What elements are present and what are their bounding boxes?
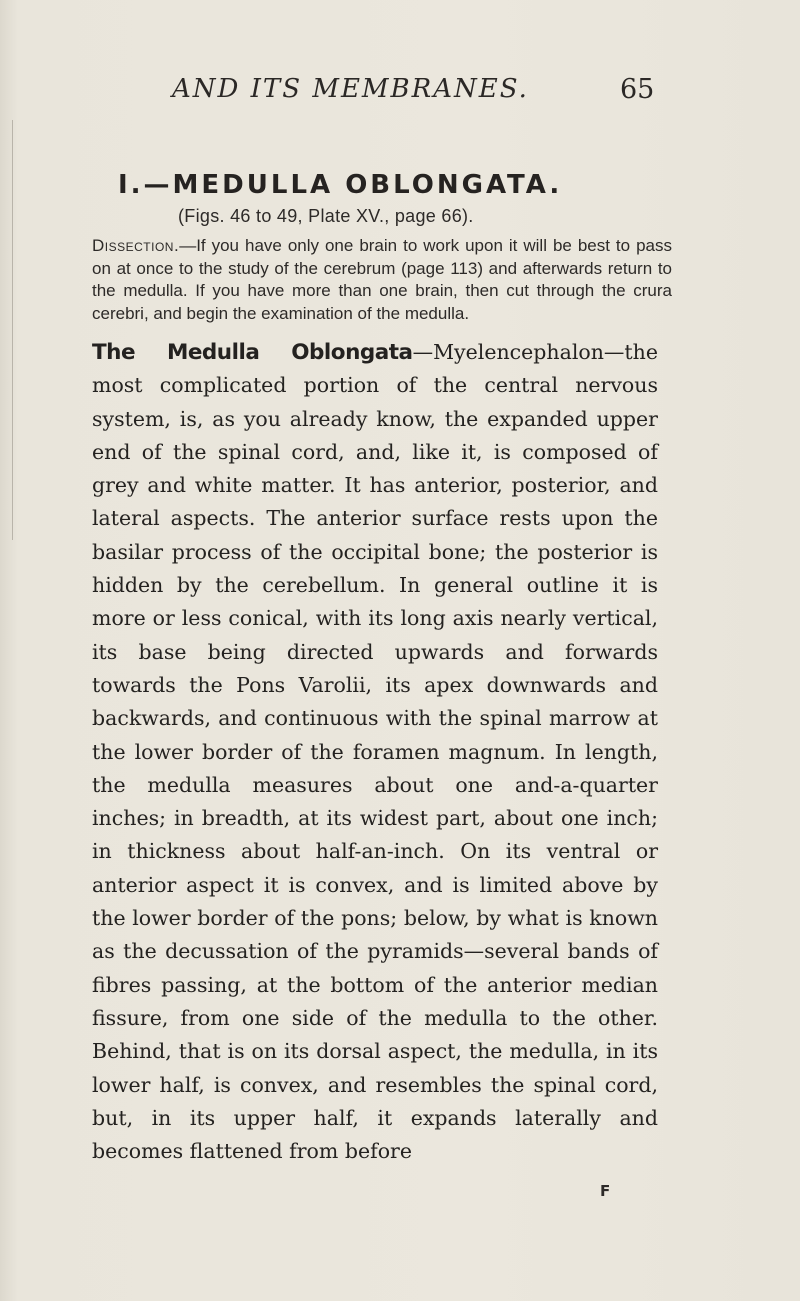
figures-reference: (Figs. 46 to 49, Plate XV., page 66). <box>178 206 474 226</box>
dissection-label: Dissection. <box>92 236 180 255</box>
section-title: I.—MEDULLA OBLONGATA. <box>118 170 563 200</box>
paragraph-text: —Myelencephalon—the most complicated portion of the central nervous system, is, as you already know, the expanded upper end of the spinal cord, and, like it, is composed of grey and white matter. It has anterior, posterior, and lateral aspects. The anterior surface rests upon the basilar process of the occipital bone; the posterior is hidden by the cerebellum. In general outline it is more or less conical, with its long axis nearly vertical, its base being directed upwards and forwards towards the Pons Varolii, its apex downwards and backwards, and continuous with the spinal marrow at the lower border of the foramen magnum. In length, the medulla measures about one and-a-quarter inches; in breadth, at its widest part, about one inch; in thickness about half-an-inch. On its ventral or anterior aspect it is convex, and is limited above by the lower border of the pons; below, by what is known as the decussation of the pyramids—several bands of fibres passing, at the bottom of the anterior median fissure, from one side of the medulla to the other. Behind, that is on its dorsal aspect, the medulla, in its lower half, is convex, and resembles the spinal cord, but, in its upper half, it expands laterally and becomes flattened from before <box>92 340 658 1164</box>
dissection-paragraph <box>92 235 672 325</box>
signature-mark: F <box>600 1182 611 1200</box>
page-header <box>0 74 800 114</box>
page-edge-divider <box>12 120 13 540</box>
paragraph-lead: The Medulla Oblongata <box>92 340 413 365</box>
page-number: 65 <box>620 74 655 105</box>
body-paragraph <box>92 336 658 1168</box>
running-head: AND ITS MEMBRANES. <box>172 74 529 104</box>
dissection-text: —If you have only one brain to work upon it will be best to pass on at once to the study of the cerebrum (page 113) and afterwards return to the medulla. If you have more than one brain, then cut through the crura cerebri, and begin the examination of the medulla. <box>92 236 672 323</box>
